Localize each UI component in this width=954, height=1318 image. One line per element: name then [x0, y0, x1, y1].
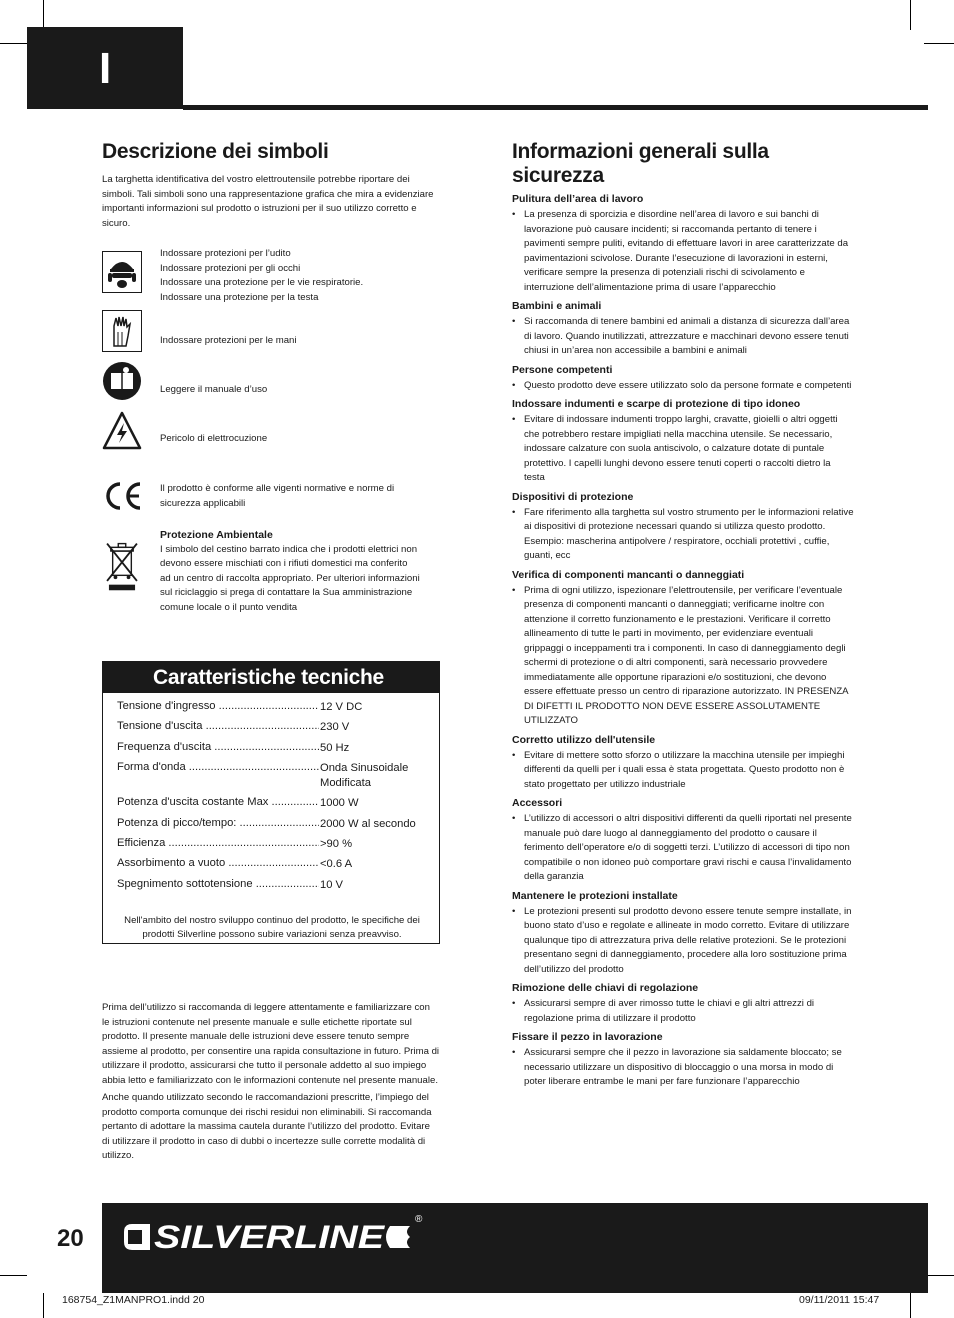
spec-value: >90 %: [320, 837, 353, 850]
spec-note: Nell'ambito del nostro sviluppo continuo del prodotto, le specifiche dei prodotti Silverline possono subire variazioni senza preavviso.: [124, 915, 420, 940]
crop-mark: [910, 0, 911, 30]
tech-specs-list: [117, 700, 427, 898]
spec-label: Forma d'onda: [117, 761, 186, 774]
symbol-line: Indossare protezioni per gli occhi: [160, 262, 301, 274]
tech-specs-box: [102, 661, 440, 944]
paragraph: Prima dell’utilizzo si raccomanda di leggere attentamente e familiarizzare con le istruzioni contenute nel presente manuale e sulle etichette riportate sul prodotto. Il presente manuale delle istruzioni deve essere tenuto sempre assieme al prodotto, per consentire una rapida consultazione in futuro. Prima di utilizzare il prodotto, assicurarsi che tutto il personale addetto al suo impiego abbia letto e familiarizzato con le informazioni contenute nel presente manuale.: [102, 1002, 440, 1086]
safety-bullet: • Questo prodotto deve essere utilizzato solo da persone formate e competenti: [512, 379, 854, 394]
spec-value: 12 V DC: [320, 701, 363, 713]
svg-text:®: ®: [415, 1214, 423, 1225]
spec-value: 10 V: [320, 878, 344, 891]
svg-text:SILVERLINE: SILVERLINE: [154, 1219, 387, 1255]
spec-row: [117, 700, 427, 720]
spec-value: 1000 W: [320, 797, 359, 810]
safety-bullet: • Si raccomanda di tenere bambini ed animali a distanza di sicurezza dall’area di lavoro. Quando inutilizzati, attrezzature e macchinari devono essere tenuti chiusi in un’area non accessibile a bambini e animali: [512, 315, 854, 359]
symbol-text: [160, 334, 445, 349]
crop-mark: [43, 1290, 44, 1318]
intro-paragraphs: [102, 1001, 440, 1167]
safety-block: [512, 299, 854, 359]
safety-heading: Fissare il pezzo in lavorazione: [512, 1031, 663, 1043]
spec-value: [320, 761, 430, 790]
spec-label: Potenza di picco/tempo:: [117, 816, 237, 829]
safety-bullet: • Evitare di indossare indumenti troppo larghi, cravatte, gioielli o altri oggetti che potrebbero restare impigliati nella macchina utensile. Se necessario, indossare calzature con suola antiscivolo, o calzature dotate di puntale protettivo. I capelli lunghi devono essere tenuti coperti o raccolti dietro la testa: [512, 413, 854, 486]
safety-block: [512, 192, 854, 295]
safety-bullet: • Le protezioni presenti sul prodotto devono essere tenute sempre installate, in buono stato d’uso e regolate e allineate in modo corretto. Evitare di utilizzare qualunque tipo di attrezzatura priva delle relative protezioni. Se le protezioni presentano segni di danneggiamento, procedere alla loro sostituzione prima dell’utilizzo del prodotto: [512, 905, 854, 978]
crop-mark: [43, 0, 44, 30]
safety-block: [512, 397, 854, 486]
crop-mark: [910, 1290, 911, 1318]
symbol-line: Indossare una protezione per la testa: [160, 291, 319, 303]
spec-label: Efficienza: [117, 836, 166, 849]
symbol-line: I simbolo del cestino barrato indica che i prodotti elettrici non: [160, 543, 418, 555]
spec-row: [117, 796, 427, 816]
symbol-text: [160, 528, 445, 615]
spec-value: 2000 W al secondo: [320, 817, 416, 830]
symbols-title: Descrizione dei simboli: [102, 140, 329, 163]
crop-mark: [924, 1275, 954, 1276]
crop-mark: [0, 43, 30, 44]
safety-heading: Bambini e animali: [512, 300, 602, 312]
crop-mark: [924, 43, 954, 44]
spec-label: Tensione d'ingresso: [117, 700, 216, 712]
symbol-line: Indossare protezioni per le mani: [160, 335, 297, 346]
page-number: 20: [57, 1225, 84, 1252]
spec-label: Tensione d'uscita: [117, 720, 203, 733]
crop-mark: [0, 1275, 30, 1276]
spec-value-line: Onda Sinusoidale: [320, 762, 409, 775]
symbol-line: Indossare una protezione per le vie respiratorie.: [160, 277, 364, 288]
language-tab: [27, 27, 183, 109]
safety-block: [512, 889, 854, 978]
safety-heading: Corretto utilizzo dell'utensile: [512, 733, 656, 746]
safety-block: [512, 796, 854, 885]
symbol-line: ad un centro di raccolta appropriato. Per ulteriori informazioni: [160, 572, 420, 584]
safety-bullet: • Evitare di mettere sotto sforzo o utilizzare la macchina utensile per impieghi differenti da quelli per i quali essa è stata progettata. Questo prodotto non è stato progettato per utilizzo industriale: [512, 749, 854, 793]
header-rule: [183, 105, 928, 110]
safety-block: [512, 568, 854, 729]
safety-section: [512, 140, 854, 1094]
tech-specs-title: Caratteristiche tecniche: [103, 662, 439, 693]
symbols-section: [102, 140, 442, 613]
safety-heading: Rimozione delle chiavi di regolazione: [512, 982, 699, 994]
safety-block: [512, 733, 854, 793]
safety-bullet: • Assicurarsi sempre di aver rimosso tutte le chiavi e gli altri attrezzi di regolazione prima di utilizzare il prodotto: [512, 997, 854, 1026]
symbol-line: sicurezza applicabili: [160, 497, 246, 509]
paragraph: Anche quando utilizzato secondo le raccomandazioni prescritte, l’impiego del prodotto comporta comunque dei rischi residui non eliminabili. Si raccomanda pertanto di adottare la massima cautela durante l’utilizzo del prodotto. Evitare di utilizzare il prodotto in caso di dubbi o incertezze sulle corrette modalità di utilizzo.: [102, 1092, 432, 1161]
spec-value: 50 Hz: [320, 741, 350, 754]
symbol-line: Indossare protezioni per l’udito: [160, 248, 291, 259]
electrocution-warning-icon: [102, 410, 142, 452]
ce-mark-icon: [102, 475, 142, 517]
safety-bullet: • Prima di ogni utilizzo, ispezionare l’elettroutensile, per verificare l’eventuale presenza di componenti mancanti o danneggiati; verificarne inoltre con attenzione il corretto funzionamento e le prestazioni. Verificare il corretto allineamento di tutte le parti in movimento, per evidenziare eventuali grippaggi o inceppamenti tra i componenti. In caso di danneggiamento degli schermi di protezione o di altri componenti, sarà necessario provvedere immediatamente alle opportune riparazioni e/o sostituzioni, che devono essere effettuate presso un centro di riparazione autorizzato. IN PRESENZA DI DIFETTI IL PRODOTTO NON DEVE ESSERE ASSOLUTAMENTE UTILIZZATO: [512, 584, 854, 729]
silverline-logo: [120, 1212, 425, 1262]
spec-row: [117, 857, 427, 877]
safety-bullet: • Fare riferimento alla targhetta sul vostro strumento per le informazioni relative ai dispositivi di protezione necessari quando si utilizza questo prodotto. Esempio: mascherina antipolvere / respiratore, occhiali protettivi , cuffie, guanti, ecc: [512, 506, 854, 564]
safety-block: [512, 363, 854, 394]
safety-heading: Accessori: [512, 797, 563, 809]
symbol-line: comune locale o il punto vendita: [160, 601, 298, 613]
spec-row: [117, 878, 427, 898]
symbol-text: [160, 482, 445, 511]
safety-block: [512, 981, 854, 1026]
symbol-text: [160, 247, 445, 305]
spec-row: [117, 720, 427, 740]
symbol-line: sul riciclaggio si prega di contattare la Sua amministrazione: [160, 587, 413, 598]
safety-bullet: • L’utilizzo di accessori o altri dispositivi differenti da quelli riportati nel presente manuale può dare luogo al danneggiamento del prodotto o causare il ferimento dell’operatore e/o di soggetti terzi. L’utilizzo di accessori di tipo non compatibile o non idoneo può comportare gravi rischi e causa l’invalidamento della garanzia: [512, 812, 854, 885]
spec-row: [117, 817, 427, 837]
safety-title: Informazioni generali sulla sicurezza: [512, 140, 769, 187]
weee-bin-icon: [102, 538, 142, 594]
spec-value: 230 V: [320, 721, 350, 734]
spec-row: [117, 761, 427, 796]
spec-row: [117, 837, 427, 857]
safety-bullet: • Assicurarsi sempre che il pezzo in lavorazione sia saldamente bloccato; se necessario utilizzare un dispositivo di bloccaggio o una morsa in modo di poter liberare entrambe le mani per fare funzionare l’apparecchio: [512, 1046, 854, 1090]
safety-heading: Dispositivi di protezione: [512, 490, 634, 503]
symbols-intro: La targhetta identificativa del vostro elettroutensile potrebbe riportare dei simboli. Tali simboli sono una rappresentazione grafica che mira a evidenziare importanti informazioni sul prodotto o istruzioni per il suo utilizzo corretto e sicuro.: [102, 174, 434, 229]
symbol-line: devono essere mischiati con i rifiuti domestici ma conferito: [160, 558, 408, 569]
spec-label: Frequenza d'uscita: [117, 740, 212, 753]
symbol-line: Il prodotto è conforme alle vigenti normative e norme di: [160, 483, 395, 494]
page-number-box: [27, 1203, 102, 1293]
safety-heading: Indossare indumenti e scarpe di protezione di tipo idoneo: [512, 398, 801, 410]
safety-block: [512, 1030, 854, 1090]
language-tab-letter: I: [99, 44, 112, 93]
spec-value: <0.6 A: [320, 858, 353, 871]
symbol-line: Leggere il manuale d’uso: [160, 384, 268, 395]
spec-label: Potenza d'uscita costante Max: [117, 796, 269, 809]
symbol-line: Pericolo di elettrocuzione: [160, 433, 268, 444]
spec-row: [117, 741, 427, 761]
spec-label: Spegnimento sottotensione: [117, 877, 253, 890]
safety-heading: Persone competenti: [512, 363, 613, 376]
symbol-heading: Protezione Ambientale: [160, 529, 273, 541]
safety-block: [512, 490, 854, 564]
spec-label: Assorbimento a vuoto: [117, 857, 226, 870]
ppe-head-icon: [102, 251, 142, 293]
spec-value-line: Modificata: [320, 776, 371, 789]
slug-file-info: 168754_Z1MANPRO1.indd 20: [62, 1294, 205, 1306]
safety-heading: Pulitura dell’area di lavoro: [512, 193, 644, 205]
gloves-icon: [102, 310, 142, 352]
slug-date-info: 09/11/2011 15:47: [799, 1294, 880, 1306]
safety-bullet: • La presenza di sporcizia e disordine nell’area di lavoro e sui banchi di lavorazione può causare incidenti; si raccomanda pertanto di tenere i pavimenti sempre puliti, evitando di effettuare lavori in aree caratterizzate da pavimentazioni scivolose. Durante l’esecuzione di lavorazioni in esterni, verificare sempre la presenza di potenziali rischi di scivolamento e interruzione dell’alimentazione prima di usare l’apparecchio: [512, 208, 854, 295]
manual-icon: [102, 360, 142, 402]
safety-heading: Mantenere le protezioni installate: [512, 889, 678, 902]
symbol-text: [160, 383, 445, 398]
safety-heading: Verifica di componenti mancanti o danneggiati: [512, 568, 745, 581]
symbol-text: [160, 432, 445, 447]
